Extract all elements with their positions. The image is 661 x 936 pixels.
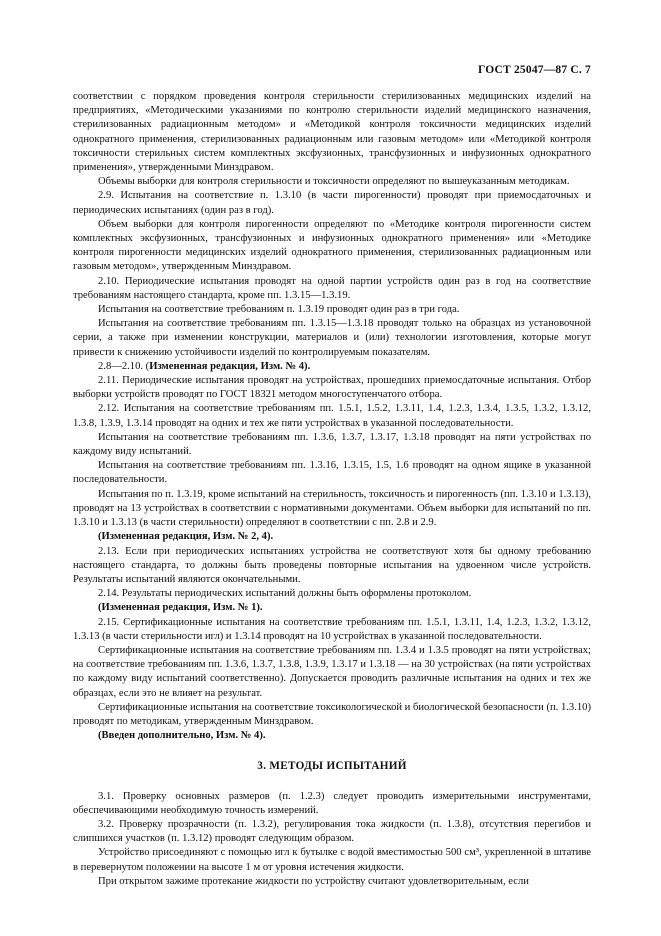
paragraph: 2.8—2.10. (Измененная редакция, Изм. № 4). [98,360,311,372]
paragraph: Испытания на соответствие требованиям пп. 1.3.6, 1.3.7, 1.3.17, 1.3.18 проводят на пяти устройствах по каждому виду испытаний. [73,431,591,458]
paragraph: Испытания на соответствие требованиям пп. 1.3.15—1.3.18 проводят только на образцах из установочной серии, а также при изменении конструкции, материалов и (или) технологии изготовления, которые могут привести к снижению устойчивости изделий по контролируемым показателям. [73,318,591,358]
paragraph: Объем выборки для контроля пирогенности определяют по «Методике контроля пирогенности систем комплектных эксфузионных, трансфузионных и инфузионных однократного применения» или «Методике контроля пирогенности медицинских изделий однократного применения, стерилизованных радиационным или газовым методом», утвержденным Минздравом. [73,218,591,273]
paragraph: соответствии с порядком проведения контроля стерильности стерилизованных медицинских изделий на предприятиях, «Методическими указаниями по контролю стерильности изделий медицинского назначения, стерилизованных радиационным методом» и «Методикой контроля токсичности медицинских изделий однократного применения, стерилизованных радиационным или газовым методом» или «Методикой контроля токсичности стерильных систем комплектных эксфузионных, трансфузионных и инфузионных однократного применения», утвержденными Минздравом. [73,91,591,174]
paragraph: Испытания на соответствие требованиям п. 1.3.19 проводят один раз в три года. [98,304,460,316]
section-2-text [73,90,591,743]
paragraph: 3.1. Проверку основных размеров (п. 1.2.3) следует проводить измерительными инструментами, обеспечивающими необходимую точность измерений. [73,790,591,816]
paragraph: (Введен дополнительно, Изм. № 4). [98,730,266,742]
paragraph: При открытом зажиме протекание жидкости по устройству считают удовлетворительным, если [98,875,529,887]
section-title: 3. МЕТОДЫ ИСПЫТАНИЙ [257,760,407,773]
paragraph: Испытания на соответствие требованиям пп. 1.3.16, 1.3.15, 1.5, 1.6 проводят на одном ящике в указанной последовательности. [73,460,591,486]
paragraph: 2.15. Сертификационные испытания на соответствие требованиям пп. 1.5.1, 1.3.11, 1.4, 1.2.3, 1.3.2, 1.3.12, 1.3.13 (в части стерильности игл) и 1.3.14 проводят на 10 устройствах в указанной последовательности. [73,616,591,642]
paragraph: (Измененная редакция, Изм. № 1). [98,602,263,614]
paragraph: 2.12. Испытания на соответствие требованиям пп. 1.5.1, 1.5.2, 1.3.11, 1.4, 1.2.3, 1.3.4, 1.3.5, 1.3.2, 1.3.12, 1.3.8, 1.3.9, 1.3.14 проводят на одних и тех же пяти устройствах в указанной последовательности. [73,403,591,429]
paragraph: Объемы выборки для контроля стерильности и токсичности определяют по вышеуказанным методикам. [98,176,570,188]
paragraph: 2.10. Периодические испытания проводят на одной партии устройств один раз в год на соответствие требованиям настоящего стандарта, кроме пп. 1.3.15—1.3.19. [73,275,591,301]
paragraph: Сертификационные испытания на соответствие требованиям пп. 1.3.4 и 1.3.5 проводят на пяти устройствах; на соответствие требованиям пп. 1.3.6, 1.3.7, 1.3.8, 1.3.9, 1.3.17 и 1.3.18 — на 30 устройствах (на пяти устройствах по каждому виду испытаний соответственно). Допускается проводить различные испытания на одних и тех же образцах, если это не влияет на результат. [73,644,591,699]
paragraph: Сертификационные испытания на соответствие токсикологической и биологической безопасности (п. 1.3.10) проводят по методикам, утвержденным Минздравом. [73,701,591,727]
paragraph: Устройство присоединяют с помощью игл к бутылке с водой вместимостью 500 см³, укрепленной в штативе в перевернутом положении на высоте 1 м от уровня истечения жидкости. [73,847,591,873]
paragraph: 2.14. Результаты периодических испытаний должны быть оформлены протоколом. [98,588,472,600]
document-body [73,62,591,889]
paragraph: 2.11. Периодические испытания проводят на устройствах, прошедших приемосдаточные испытания. Отбор выборки устройств проводят по ГОСТ 18321 методом многоступенчатого отбора. [73,375,591,401]
header-spacer [73,62,591,90]
paragraph: 2.9. Испытания на соответствие п. 1.3.10 (в части пирогенности) проводят при приемосдаточных и периодических испытаниях (один раз в год). [73,190,591,216]
paragraph: 3.2. Проверку прозрачности (п. 1.3.2), регулирования тока жидкости (п. 1.3.8), отсутствия перегибов и слипшихся участков (п. 1.3.12) проводят следующим образом. [73,818,591,845]
paragraph: Испытания по п. 1.3.19, кроме испытаний на стерильность, токсичность и пирогенность (пп. 1.3.10 и 1.3.13), проводят на 13 устройствах в соответствии с нормативными документами. Объем выборки для испытаний по пп. 1.3.10 и 1.3.13 (в части стерильности) определяют в соответствии с пп. 2.8 и 2.9. [73,488,591,529]
paragraph: (Измененная редакция, Изм. № 2, 4). [98,531,274,543]
section-3-text [73,790,591,889]
page-header: ГОСТ 25047—87 С. 7 [478,64,591,76]
paragraph: 2.13. Если при периодических испытаниях устройства не соответствуют хотя бы одному требованию настоящего стандарта, то должны быть проведены повторные испытания на удвоенном числе устройств. Результаты испытаний являются окончательными. [73,545,591,585]
